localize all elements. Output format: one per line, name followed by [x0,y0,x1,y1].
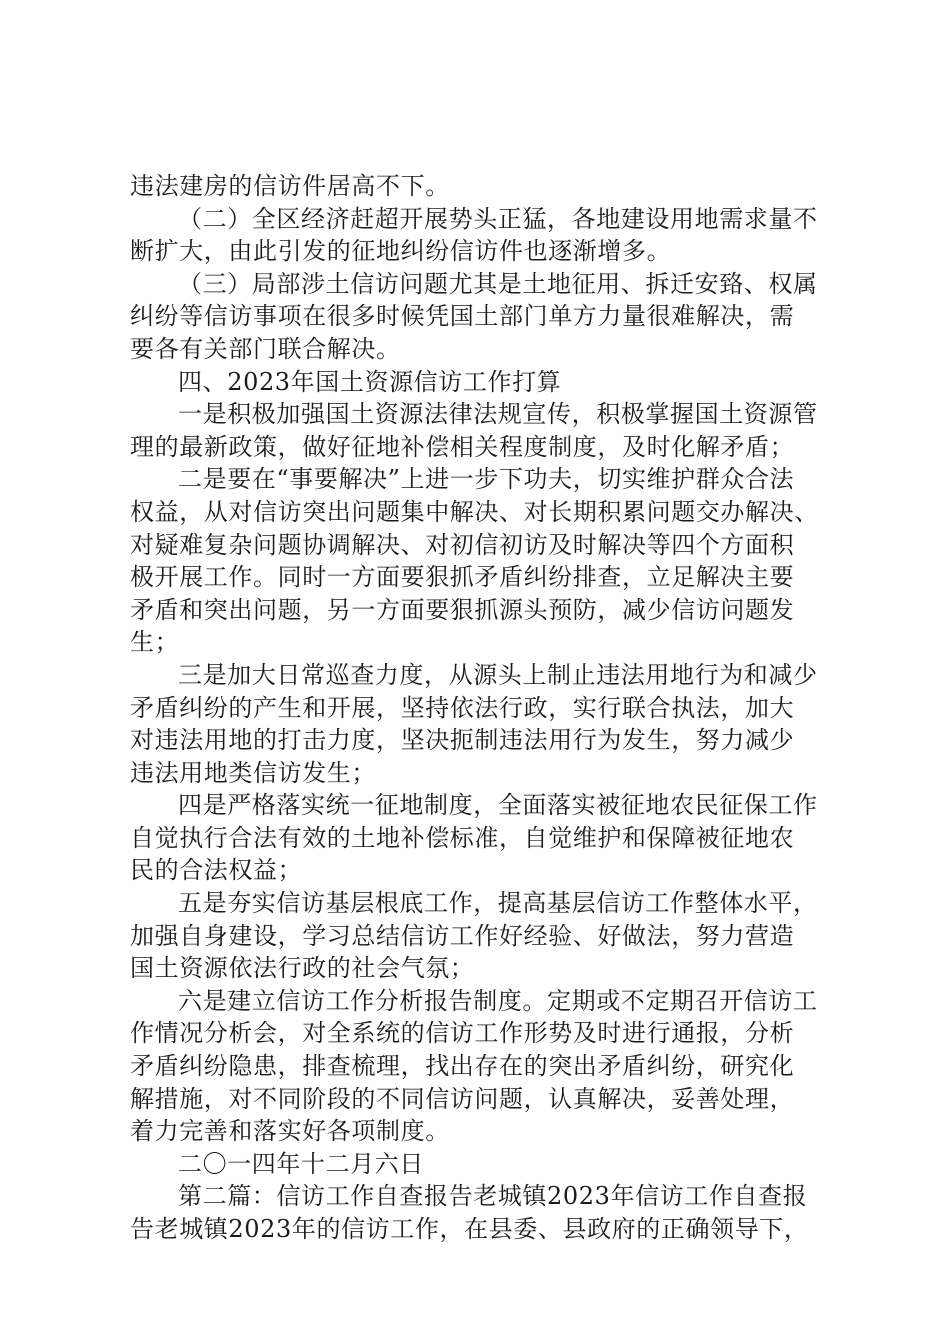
text-line: 着力完善和落实好各项制度。 [130,1117,450,1146]
text-line: 断扩大，由此引发的征地纠纷信访件也逐渐增多。 [130,237,672,266]
text-line: 生； [130,628,180,657]
text-line: 自觉执行合法有效的土地补偿标准，自觉维护和保障被征地农 [130,823,795,852]
text-line: 解措施，对不同阶段的不同信访问题，认真解决，妥善处理， [130,1084,795,1113]
text-line: 矛盾纠纷的产生和开展，坚持依法行政，实行联合执法，加大 [130,693,795,722]
text-line: （三）局部涉土信访问题尤其是土地征用、拆迁安臵、权属 [178,269,818,298]
text-line: 要各有关部门联合解决。 [130,334,401,363]
text-line: 加强自身建设，学习总结信访工作好经验、好做法，努力营造 [130,921,795,950]
text-line: 对违法用地的打击力度，坚决扼制违法用行为发生，努力减少 [130,726,795,755]
text-line: 三是加大日常巡查力度，从源头上制止违法用地行为和减少 [178,660,818,689]
text-line: 六是建立信访工作分析报告制度。定期或不定期召开信访工 [178,986,818,1015]
text-line: 矛盾和突出问题，另一方面要狠抓源头预防，减少信访问题发 [130,595,795,624]
text-line: 一是积极加强国土资源法律法规宣传，积极掌握国土资源管 [178,400,818,429]
text-line: 理的最新政策，做好征地补偿相关程度制度，及时化解矛盾； [130,432,795,461]
text-line: 四、2023年国土资源信访工作打算 [178,367,562,396]
text-line: 四是严格落实统一征地制度，全面落实被征地农民征保工作 [178,791,818,820]
text-line: 违法用地类信访发生； [130,758,376,787]
text-line: 纠纷等信访事项在很多时候凭国土部门单方力量很难解决，需 [130,302,795,331]
text-line: （二）全区经济赶超开展势头正猛，各地建设用地需求量不 [178,204,818,233]
text-line: 对疑难复杂问题协调解决、对初信初访及时解决等四个方面积 [130,530,795,559]
text-line: 权益，从对信访突出问题集中解决、对长期积累问题交办解决、 [130,497,819,526]
text-line: 民的合法权益； [130,856,303,885]
text-line: 作情况分析会，对全系统的信访工作形势及时进行通报，分析 [130,1019,795,1048]
text-line: 二是要在“事要解决”上进一步下功夫，切实维护群众合法 [178,465,795,494]
text-line: 告老城镇2023年的信访工作，在县委、县政府的正确领导下， [130,1215,809,1243]
text-line: 国土资源依法行政的社会气氛； [130,954,475,983]
document-body [130,170,830,1246]
text-line: 违法建房的信访件居高不下。 [130,172,450,200]
text-line: 极开展工作。同时一方面要狠抓矛盾纠纷排查，立足解决主要 [130,563,795,592]
text-line: 五是夯实信访基层根底工作，提高基层信访工作整体水平， [178,889,818,918]
text-line: 矛盾纠纷隐患，排查梳理，找出存在的突出矛盾纠纷，研究化 [130,1052,795,1081]
text-line: 二〇一四年十二月六日 [178,1149,424,1178]
text-line: 第二篇：信访工作自查报告老城镇2023年信访工作自查报 [178,1182,808,1211]
